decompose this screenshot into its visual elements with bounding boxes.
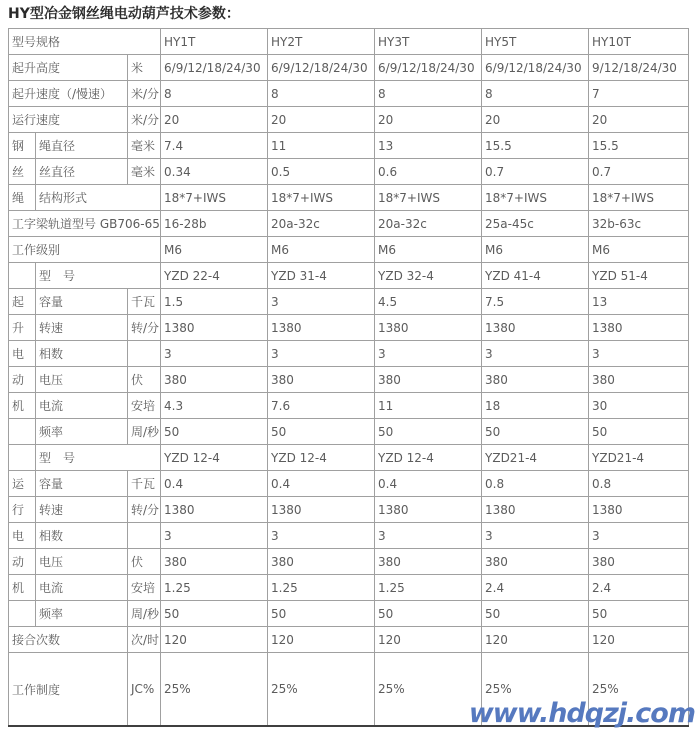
param-label-cell: 转速 [36, 315, 128, 341]
value-cell: 1380 [375, 497, 482, 523]
value-cell: 0.4 [375, 471, 482, 497]
value-cell: 18 [482, 393, 589, 419]
value-cell: 0.4 [161, 471, 268, 497]
value-cell: 380 [589, 367, 689, 393]
value-cell: 9/12/18/24/30 [589, 55, 689, 81]
value-cell: 3 [161, 341, 268, 367]
param-label-cell: 绳直径 [36, 133, 128, 159]
value-cell: 25% [589, 653, 689, 727]
value-cell: 7 [589, 81, 689, 107]
value-cell: 3 [589, 523, 689, 549]
value-cell: M6 [268, 237, 375, 263]
table-row [9, 315, 689, 341]
param-label-cell: 丝直径 [36, 159, 128, 185]
value-cell: 8 [268, 81, 375, 107]
value-cell: 7.5 [482, 289, 589, 315]
param-label-cell: 容量 [36, 471, 128, 497]
value-cell: 0.34 [161, 159, 268, 185]
model-header-cell: HY3T [375, 29, 482, 55]
value-cell: 3 [589, 341, 689, 367]
group-label-cell: 电 [9, 523, 36, 549]
table-row [9, 419, 689, 445]
spec-table [8, 28, 689, 727]
value-cell: 50 [482, 601, 589, 627]
table-row [9, 341, 689, 367]
value-cell: 11 [375, 393, 482, 419]
value-cell: 3 [268, 341, 375, 367]
param-label-cell: 相数 [36, 341, 128, 367]
value-cell: 25% [161, 653, 268, 727]
unit-cell: 周/秒 [128, 601, 161, 627]
value-cell: 50 [161, 419, 268, 445]
group-label-cell: 动 [9, 549, 36, 575]
value-cell: 120 [268, 627, 375, 653]
page-title: HY型冶金钢丝绳电动葫芦技术参数： [8, 6, 240, 22]
value-cell: 25% [375, 653, 482, 727]
unit-cell: 米 [128, 55, 161, 81]
table-row [9, 289, 689, 315]
value-cell: 1380 [589, 315, 689, 341]
table-row [9, 159, 689, 185]
value-cell: 3 [161, 523, 268, 549]
value-cell: 13 [589, 289, 689, 315]
value-cell: 380 [482, 367, 589, 393]
value-cell: 7.4 [161, 133, 268, 159]
value-cell: 50 [375, 601, 482, 627]
table-row [9, 107, 689, 133]
unit-cell: 转/分 [128, 315, 161, 341]
value-cell: 3 [268, 289, 375, 315]
table-row [9, 627, 689, 653]
value-cell: 18*7+IWS [268, 185, 375, 211]
param-label-cell: 频率 [36, 419, 128, 445]
model-header-cell: HY2T [268, 29, 375, 55]
value-cell: 3 [268, 523, 375, 549]
watermark-text: www.hdqzj.com [468, 698, 695, 729]
unit-cell: 伏 [128, 367, 161, 393]
table-row [9, 445, 689, 471]
table-row [9, 549, 689, 575]
group-label-cell: 绳 [9, 185, 36, 211]
value-cell: YZD 22-4 [161, 263, 268, 289]
table-row [9, 133, 689, 159]
table-row [9, 81, 689, 107]
value-cell: 0.7 [482, 159, 589, 185]
group-label-cell [9, 419, 36, 445]
group-label-cell [9, 601, 36, 627]
value-cell: 50 [268, 419, 375, 445]
param-label-cell: 型 号 [36, 445, 161, 471]
value-cell: 2.4 [589, 575, 689, 601]
value-cell: YZD 12-4 [161, 445, 268, 471]
value-cell: 120 [482, 627, 589, 653]
value-cell: 1.25 [268, 575, 375, 601]
param-label-cell: 电压 [36, 367, 128, 393]
value-cell: 120 [589, 627, 689, 653]
value-cell: 50 [161, 601, 268, 627]
value-cell: YZD 32-4 [375, 263, 482, 289]
group-label-cell: 钢 [9, 133, 36, 159]
value-cell: 20 [161, 107, 268, 133]
value-cell: 20 [268, 107, 375, 133]
value-cell: M6 [589, 237, 689, 263]
unit-cell: 安培 [128, 575, 161, 601]
value-cell: 50 [268, 601, 375, 627]
value-cell: 380 [161, 367, 268, 393]
value-cell: 0.6 [375, 159, 482, 185]
value-cell: 1380 [482, 497, 589, 523]
value-cell: 50 [589, 601, 689, 627]
value-cell: 380 [268, 549, 375, 575]
param-label-cell: 接合次数 [9, 627, 128, 653]
value-cell: 8 [375, 81, 482, 107]
value-cell: 380 [161, 549, 268, 575]
param-label-cell: 相数 [36, 523, 128, 549]
group-label-cell [9, 445, 36, 471]
value-cell: 7.6 [268, 393, 375, 419]
param-label-cell: 起升高度 [9, 55, 128, 81]
value-cell: 15.5 [482, 133, 589, 159]
table-row [9, 185, 689, 211]
group-label-cell: 机 [9, 575, 36, 601]
value-cell: 4.3 [161, 393, 268, 419]
group-label-cell: 机 [9, 393, 36, 419]
unit-cell [128, 523, 161, 549]
param-label-cell: 型 号 [36, 263, 161, 289]
table-row [9, 601, 689, 627]
group-label-cell: 动 [9, 367, 36, 393]
group-label-cell: 升 [9, 315, 36, 341]
group-label-cell [9, 263, 36, 289]
value-cell: 1380 [161, 315, 268, 341]
table-row [9, 55, 689, 81]
value-cell: 18*7+IWS [482, 185, 589, 211]
value-cell: 380 [375, 549, 482, 575]
unit-cell: 米/分 [128, 81, 161, 107]
group-label-cell: 电 [9, 341, 36, 367]
value-cell: 50 [375, 419, 482, 445]
param-label-cell: 电压 [36, 549, 128, 575]
value-cell: 3 [482, 341, 589, 367]
value-cell: 6/9/12/18/24/30 [375, 55, 482, 81]
table-row [9, 471, 689, 497]
param-label-cell: 结构形式 [36, 185, 161, 211]
model-header-cell: HY5T [482, 29, 589, 55]
value-cell: 120 [375, 627, 482, 653]
value-cell: 1380 [268, 315, 375, 341]
value-cell: YZD21-4 [482, 445, 589, 471]
unit-cell: 伏 [128, 549, 161, 575]
value-cell: 11 [268, 133, 375, 159]
value-cell: 50 [589, 419, 689, 445]
param-label-cell: 工作级别 [9, 237, 161, 263]
value-cell: 0.8 [589, 471, 689, 497]
value-cell: 18*7+IWS [589, 185, 689, 211]
value-cell: 20 [375, 107, 482, 133]
value-cell: M6 [161, 237, 268, 263]
value-cell: 1.25 [161, 575, 268, 601]
group-label-cell: 起 [9, 289, 36, 315]
unit-cell: 周/秒 [128, 419, 161, 445]
unit-cell: 千瓦 [128, 471, 161, 497]
value-cell: 20 [589, 107, 689, 133]
table-row [9, 497, 689, 523]
value-cell: 20a-32c [375, 211, 482, 237]
unit-cell: 千瓦 [128, 289, 161, 315]
value-cell: YZD 12-4 [375, 445, 482, 471]
value-cell: 8 [161, 81, 268, 107]
value-cell: 1380 [161, 497, 268, 523]
value-cell: 50 [482, 419, 589, 445]
value-cell: 25% [482, 653, 589, 727]
value-cell: YZD 41-4 [482, 263, 589, 289]
param-label-cell: 工字梁轨道型号 GB706-65 [9, 211, 161, 237]
value-cell: 8 [482, 81, 589, 107]
param-label-cell: 运行速度 [9, 107, 128, 133]
value-cell: 120 [161, 627, 268, 653]
unit-cell: 安培 [128, 393, 161, 419]
value-cell: 2.4 [482, 575, 589, 601]
param-label-cell: 起升速度（/慢速） [9, 81, 128, 107]
model-header-cell: HY10T [589, 29, 689, 55]
value-cell: 20 [482, 107, 589, 133]
table-row [9, 263, 689, 289]
param-label-cell: 工作制度 [9, 653, 128, 727]
value-cell: 6/9/12/18/24/30 [268, 55, 375, 81]
value-cell: 3 [482, 523, 589, 549]
value-cell: 1380 [482, 315, 589, 341]
value-cell: 30 [589, 393, 689, 419]
value-cell: 1380 [589, 497, 689, 523]
value-cell: 0.8 [482, 471, 589, 497]
value-cell: 0.7 [589, 159, 689, 185]
value-cell: 4.5 [375, 289, 482, 315]
unit-cell: JC% [128, 653, 161, 727]
value-cell: YZD 12-4 [268, 445, 375, 471]
value-cell: 1.25 [375, 575, 482, 601]
value-cell: 1380 [375, 315, 482, 341]
value-cell: 3 [375, 341, 482, 367]
table-row [9, 575, 689, 601]
table-row [9, 367, 689, 393]
unit-cell [128, 341, 161, 367]
value-cell: 13 [375, 133, 482, 159]
table-row [9, 393, 689, 419]
param-label-cell: 型号规格 [9, 29, 161, 55]
value-cell: 32b-63c [589, 211, 689, 237]
model-header-cell: HY1T [161, 29, 268, 55]
unit-cell: 转/分 [128, 497, 161, 523]
value-cell: 6/9/12/18/24/30 [161, 55, 268, 81]
value-cell: M6 [375, 237, 482, 263]
table-row [9, 237, 689, 263]
value-cell: 18*7+IWS [161, 185, 268, 211]
unit-cell: 次/时 [128, 627, 161, 653]
value-cell: 6/9/12/18/24/30 [482, 55, 589, 81]
value-cell: 20a-32c [268, 211, 375, 237]
param-label-cell: 容量 [36, 289, 128, 315]
value-cell: YZD 51-4 [589, 263, 689, 289]
table-row [9, 523, 689, 549]
value-cell: M6 [482, 237, 589, 263]
value-cell: 25% [268, 653, 375, 727]
value-cell: 25a-45c [482, 211, 589, 237]
value-cell: YZD 31-4 [268, 263, 375, 289]
param-label-cell: 频率 [36, 601, 128, 627]
unit-cell: 米/分 [128, 107, 161, 133]
param-label-cell: 转速 [36, 497, 128, 523]
param-label-cell: 电流 [36, 575, 128, 601]
unit-cell: 毫米 [128, 133, 161, 159]
value-cell: 1.5 [161, 289, 268, 315]
value-cell: 380 [375, 367, 482, 393]
value-cell: 16-28b [161, 211, 268, 237]
value-cell: 18*7+IWS [375, 185, 482, 211]
value-cell: 0.5 [268, 159, 375, 185]
table-row [9, 29, 689, 55]
value-cell: YZD21-4 [589, 445, 689, 471]
value-cell: 380 [589, 549, 689, 575]
group-label-cell: 行 [9, 497, 36, 523]
group-label-cell: 运 [9, 471, 36, 497]
group-label-cell: 丝 [9, 159, 36, 185]
value-cell: 1380 [268, 497, 375, 523]
unit-cell: 毫米 [128, 159, 161, 185]
value-cell: 3 [375, 523, 482, 549]
spec-table-body [9, 29, 689, 727]
value-cell: 15.5 [589, 133, 689, 159]
value-cell: 0.4 [268, 471, 375, 497]
param-label-cell: 电流 [36, 393, 128, 419]
table-row [9, 211, 689, 237]
value-cell: 380 [482, 549, 589, 575]
value-cell: 380 [268, 367, 375, 393]
